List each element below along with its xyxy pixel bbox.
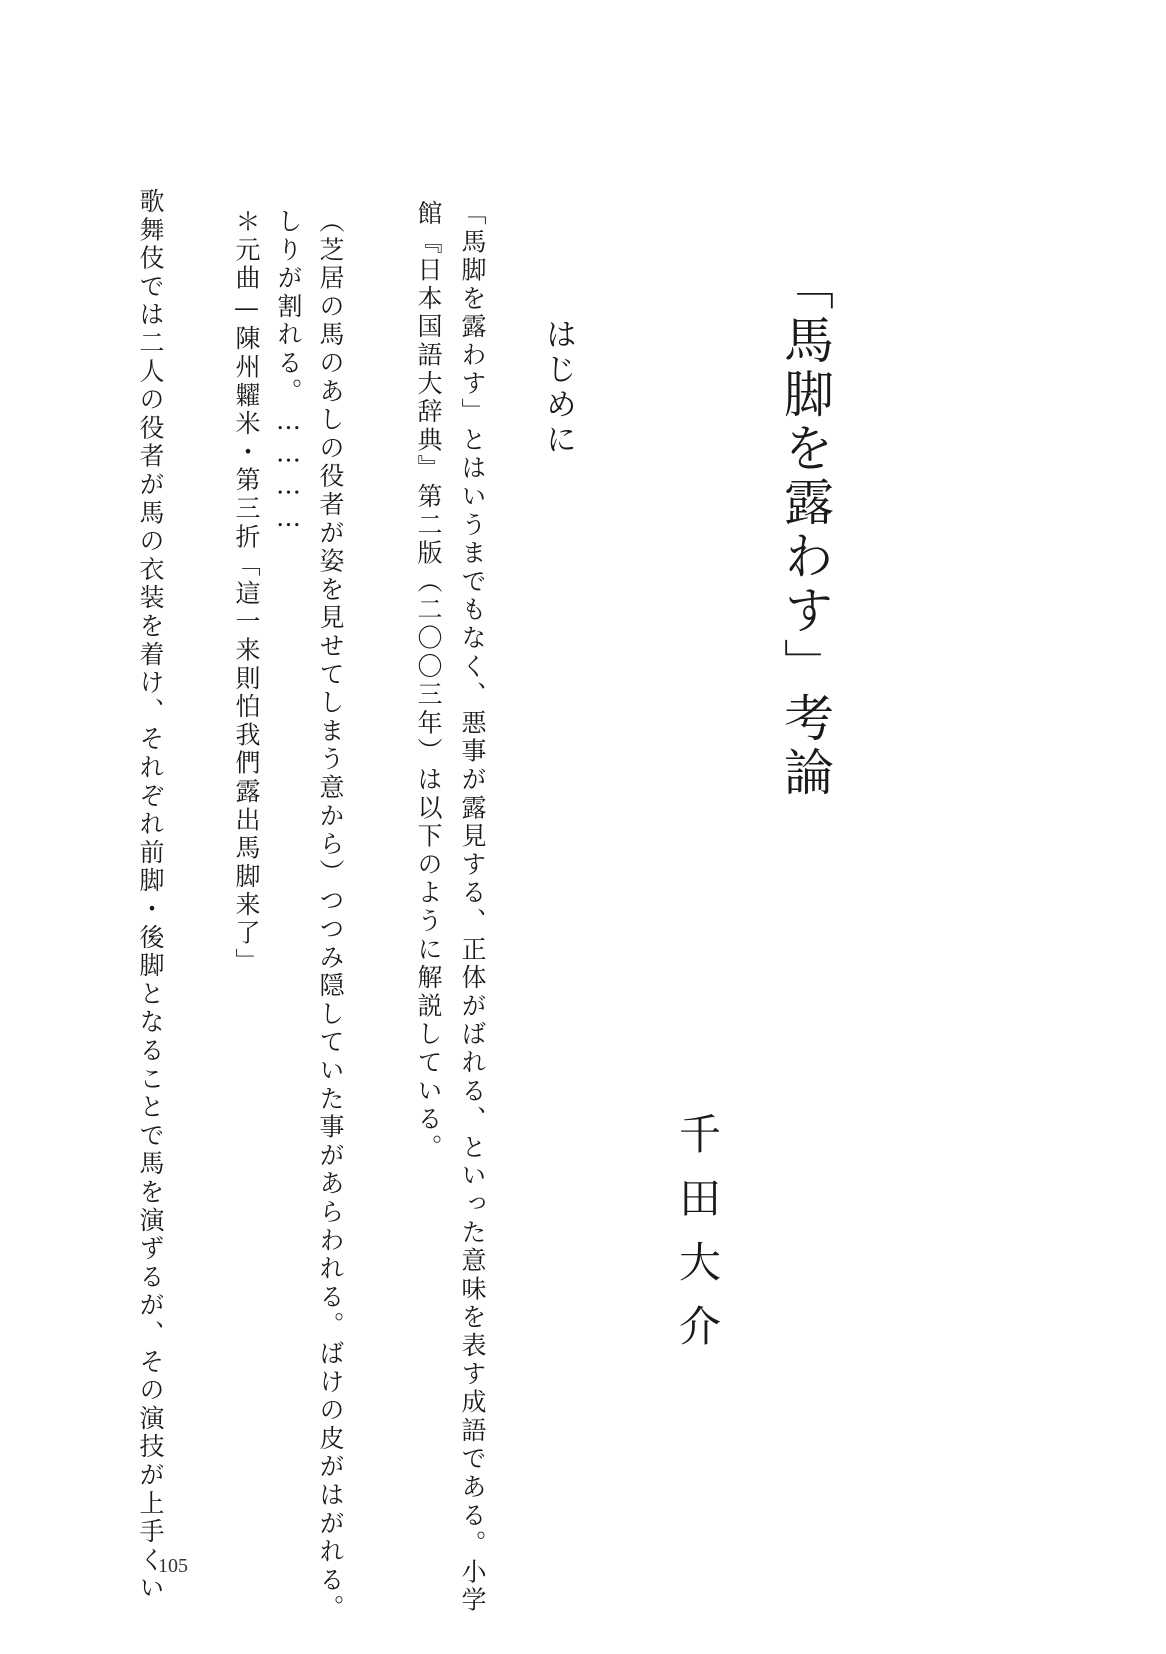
dictionary-quote-line: （芝居の馬のあしの役者が姿を見せてしまう意から）つつみ隠していた事があらわれる。ばけの皮がはがれる。 (316, 208, 345, 1623)
dictionary-quote-line: しりが割れる。………… (274, 208, 303, 536)
body-text-line: 館『日本国語大辞典』第二版（二〇〇三年）は以下のように解説している。 (414, 200, 443, 1163)
dictionary-citation-line: ＊元曲—陳州糶米・第三折「這一来則怕我們露出馬脚来了」 (232, 208, 261, 977)
article-title: 「馬脚を露わす」考論 (776, 260, 834, 800)
body-text-line: 歌舞伎では二人の役者が馬の衣装を着け、それぞれ前脚・後脚となることで馬を演ずるが、その演技が上手くい (136, 188, 165, 1603)
section-heading: はじめに (540, 318, 576, 458)
author-name: 千田大介 (673, 1112, 722, 1368)
body-text-line: 「馬脚を露わす」とはいうまでもなく、悪事が露見する、正体がばれる、といった意味を表す成語である。小学 (458, 200, 487, 1615)
page-number: 105 (158, 1555, 188, 1577)
